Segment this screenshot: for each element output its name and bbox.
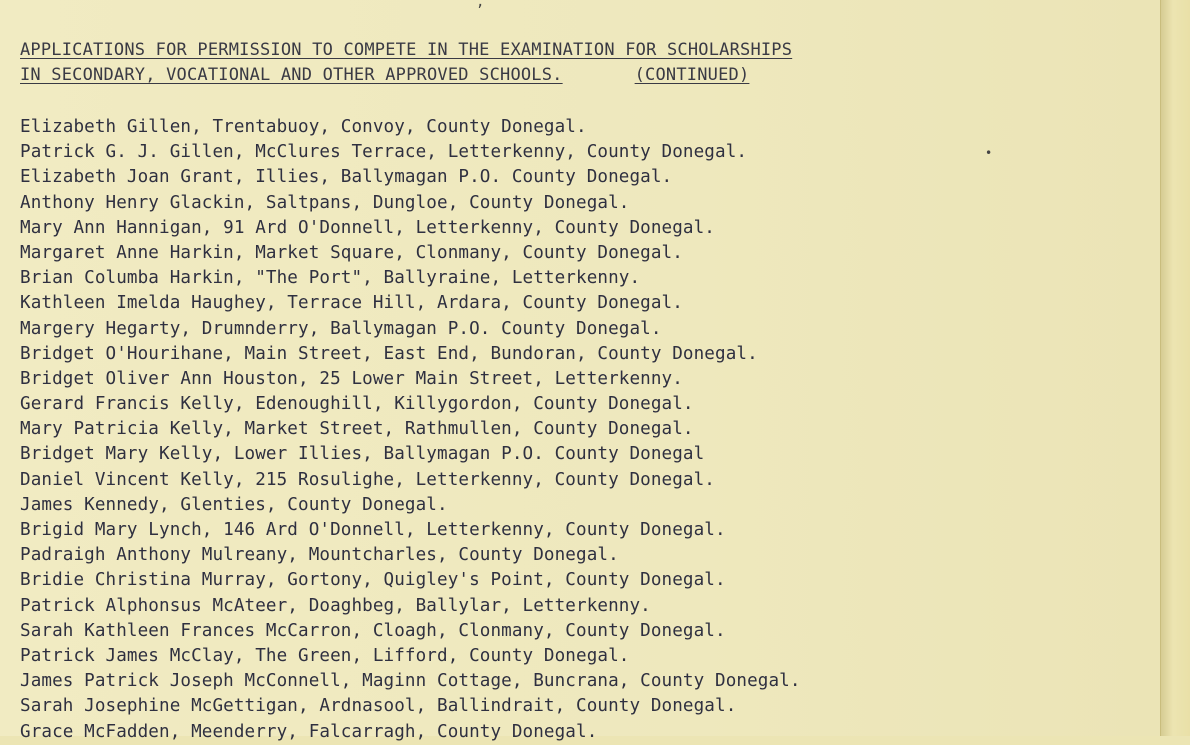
applicant-entry: Margery Hegarty, Drumnderry, Ballymagan P.O. County Donegal. — [20, 318, 662, 339]
applicant-entry: Mary Ann Hannigan, 91 Ard O'Donnell, Letterkenny, County Donegal. — [20, 217, 716, 238]
applicant-entry: Brigid Mary Lynch, 146 Ard O'Donnell, Letterkenny, County Donegal. — [20, 520, 726, 540]
applicant-entry: Sarah Kathleen Frances McCarron, Cloagh, Clonmany, County Donegal. — [20, 620, 726, 641]
applicant-entry: Sarah Josephine McGettigan, Ardnasool, Ballindrait, County Donegal. — [20, 696, 737, 717]
applicant-entry: Daniel Vincent Kelly, 215 Rosulighe, Letterkenny, County Donegal. — [20, 469, 716, 490]
applicant-entry: Patrick Alphonsus McAteer, Doaghbeg, Ballylar, Letterkenny. — [20, 595, 651, 616]
applicant-entry: Grace McFadden, Meenderry, Falcarragh, County Donegal. — [20, 721, 598, 742]
margin-mark: • — [985, 146, 993, 160]
applicant-entry: Bridget O'Hourihane, Main Street, East End, Bundoran, County Donegal. — [20, 343, 758, 364]
applicant-entry: Patrick James McClay, The Green, Lifford, County Donegal. — [20, 645, 630, 666]
applicant-entry: Margaret Anne Harkin, Market Square, Clonmany, County Donegal. — [20, 242, 683, 263]
page-edge — [1160, 0, 1190, 736]
applicant-list — [20, 115, 801, 745]
applicant-entry: Kathleen Imelda Haughey, Terrace Hill, Ardara, County Donegal. — [20, 293, 683, 314]
applicant-entry: James Kennedy, Glenties, County Donegal. — [20, 494, 448, 515]
applicant-entry: Gerard Francis Kelly, Edenoughill, Killygordon, County Donegal. — [20, 394, 694, 415]
heading-continued: (CONTINUED) — [634, 65, 750, 85]
applicant-entry: Mary Patricia Kelly, Market Street, Rathmullen, County Donegal. — [20, 419, 694, 440]
applicant-entry: Bridie Christina Murray, Gortony, Quigley's Point, County Donegal. — [20, 570, 726, 591]
document-heading — [20, 38, 980, 88]
applicant-entry: James Patrick Joseph McConnell, Maginn Cottage, Buncrana, County Donegal. — [20, 671, 801, 692]
applicant-entry: Bridget Mary Kelly, Lower Illies, Ballymagan P.O. County Donegal — [20, 444, 705, 465]
applicant-entry: Anthony Henry Glackin, Saltpans, Dungloe, County Donegal. — [20, 192, 630, 213]
applicant-entry: Bridget Oliver Ann Houston, 25 Lower Main Street, Letterkenny. — [20, 368, 683, 389]
applicant-entry: Elizabeth Joan Grant, Illies, Ballymagan P.O. County Donegal. — [20, 167, 673, 188]
applicant-entry: Patrick G. J. Gillen, McClures Terrace, Letterkenny, County Donegal. — [20, 142, 748, 163]
heading-line-2-text: IN SECONDARY, VOCATIONAL AND OTHER APPROVED SCHOOLS. — [20, 65, 563, 85]
heading-line-1: APPLICATIONS FOR PERMISSION TO COMPETE IN THE EXAMINATION FOR SCHOLARSHIPS — [20, 40, 793, 60]
heading-line-2 — [20, 63, 980, 88]
applicant-entry: Brian Columba Harkin, "The Port", Ballyraine, Letterkenny. — [20, 268, 641, 289]
applicant-entry: Elizabeth Gillen, Trentabuoy, Convoy, County Donegal. — [20, 117, 587, 137]
applicant-entry: Padraigh Anthony Mulreany, Mountcharles, County Donegal. — [20, 545, 619, 566]
margin-mark: , — [476, 0, 485, 10]
